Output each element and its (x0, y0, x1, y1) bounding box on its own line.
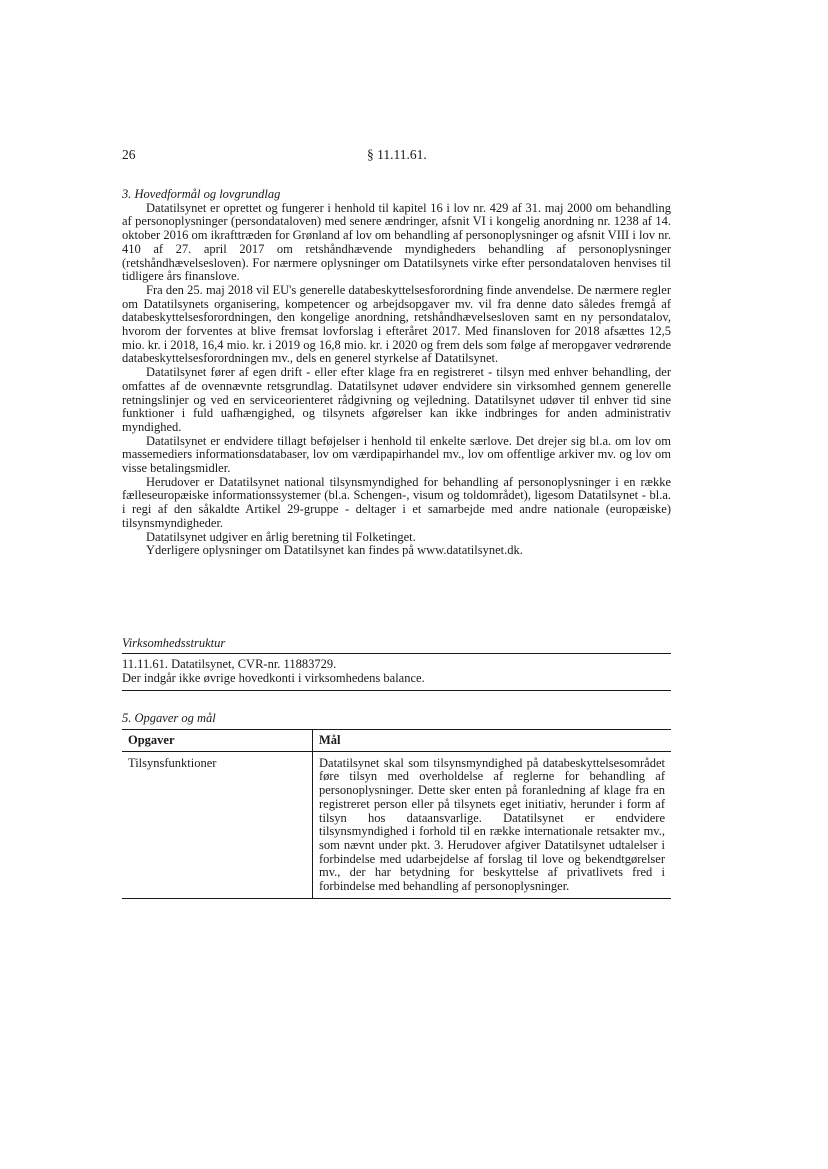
virksomhedsstruktur-line: 11.11.61. Datatilsynet, CVR-nr. 11883729. (122, 657, 337, 671)
table-row (122, 751, 671, 898)
tasks-goals-table (122, 729, 671, 899)
rule-divider (122, 653, 671, 654)
table-header-row (122, 730, 671, 752)
page-header (122, 147, 670, 165)
paragraph: Yderligere oplysninger om Datatilsynet kan findes på www.datatilsynet.dk. (146, 543, 523, 558)
task-cell: Tilsynsfunktioner (122, 751, 313, 898)
paragraph: Herudover er Datatilsynet national tilsynsmyndighed for behandling af personoplysninger i en række fælleseuropæiske informationssystemer (bl.a. Schengen-, visum og toldområdet), ligesom Datatilsynet - bl.a. i regi af den såkaldte Artikel 29-gruppe - deltager i et samarbejde med andre nationale (europæiske) tilsynsmyndigheder. (122, 474, 671, 530)
column-header-opgaver: Opgaver (122, 730, 313, 752)
goal-cell: Datatilsynet skal som tilsynsmyndighed på databeskyttelsesområdet føre tilsyn med overholdelse af reglerne for behandling af personoplysninger. Dette sker enten på foranledning af klage fra en registreret person eller på tilsynets eget initiativ, herunder i form af tilsyn hos dataansvarlige. Datatilsynet er endvidere tilsynsmyndighed i forhold til en række internationale retsakter mv., som nævnt under pkt. 3. Herudover afgiver Datatilsynet udtalelser i forbindelse med udarbejdelse af forslag til love og bekendtgørelser mv., der har betydning for beskyttelse af privatlivets fred i forbindelse med behandling af personoplysninger. (313, 751, 672, 898)
paragraph: Datatilsynet er oprettet og fungerer i henhold til kapitel 16 i lov nr. 429 af 31. maj 2000 om behandling af personoplysninger (persondataloven) med senere ændringer, afsnit VI i kongelig anordning nr. 1238 af 14. oktober 2016 om ikrafttræden for Grønland af lov om behandling af personoplysninger og afsnit VIII i lov nr. 410 af 27. april 2017 om retshåndhævende myndigheders behandling af personoplysninger (retshåndhævelsesloven). For nærmere oplysninger om Datatilsynets virke efter persondataloven henvises til tidligere års finanslove. (122, 200, 671, 284)
paragraph: Datatilsynet er endvidere tillagt beføjelser i henhold til enkelte særlove. Det drejer sig bl.a. om lov om massemediers informationsdatabaser, lov om værdipapirhandel mv., lov om offentlige arkiver mv. og lov om visse betalingsmidler. (122, 433, 671, 476)
virksomhedsstruktur-line: Der indgår ikke øvrige hovedkonti i virksomhedens balance. (122, 671, 425, 685)
paragraph: Datatilsynet udgiver en årlig beretning til Folketinget. (146, 529, 416, 544)
section-reference: § 11.11.61. (367, 147, 427, 162)
page-number: 26 (122, 147, 136, 162)
virksomhedsstruktur-heading: Virksomhedsstruktur (122, 636, 226, 650)
section-5-heading: 5. Opgaver og mål (122, 711, 216, 725)
paragraph: Fra den 25. maj 2018 vil EU's generelle databeskyttelsesforordning finde anvendelse. De nærmere regler om Datatilsynets organisering, kompetencer og arbejdsopgaver mv. vil fra denne dato således fremgå af databeskyttelsesforordningen, den kongelige anordning, retshåndhævelsesloven samt en ny persondatalov, hvorom der forventes at blive fremsat lovforslag i efteråret 2017. Med finansloven for 2018 afsættes 12,5 mio. kr. i 2018, 16,4 mio. kr. i 2019 og 16,8 mio. kr. i 2020 og frem dels som følge af meropgaver vedrørende databeskyttelsesforordningen mv., dels en generel styrkelse af Datatilsynet. (122, 282, 671, 366)
section-3 (122, 188, 671, 558)
rule-divider (122, 690, 671, 691)
section-3-heading: 3. Hovedformål og lovgrundlag (122, 187, 281, 201)
paragraph: Datatilsynet fører af egen drift - eller efter klage fra en registreret - tilsyn med enhver behandling, der omfattes af de ovennævnte retsgrundlag. Datatilsynet udøver endvidere sin virksomhed gennem generelle retningslinjer og ved en serviceorienteret rådgivning og vejledning. Datatilsynet udøver til enhver tid sine funktioner i fuld uafhængighed, og tilsynets afgørelser kan ikke indbringes for anden administrativ myndighed. (122, 365, 671, 434)
column-header-maal: Mål (313, 730, 672, 752)
virksomhedsstruktur-body (122, 657, 671, 685)
